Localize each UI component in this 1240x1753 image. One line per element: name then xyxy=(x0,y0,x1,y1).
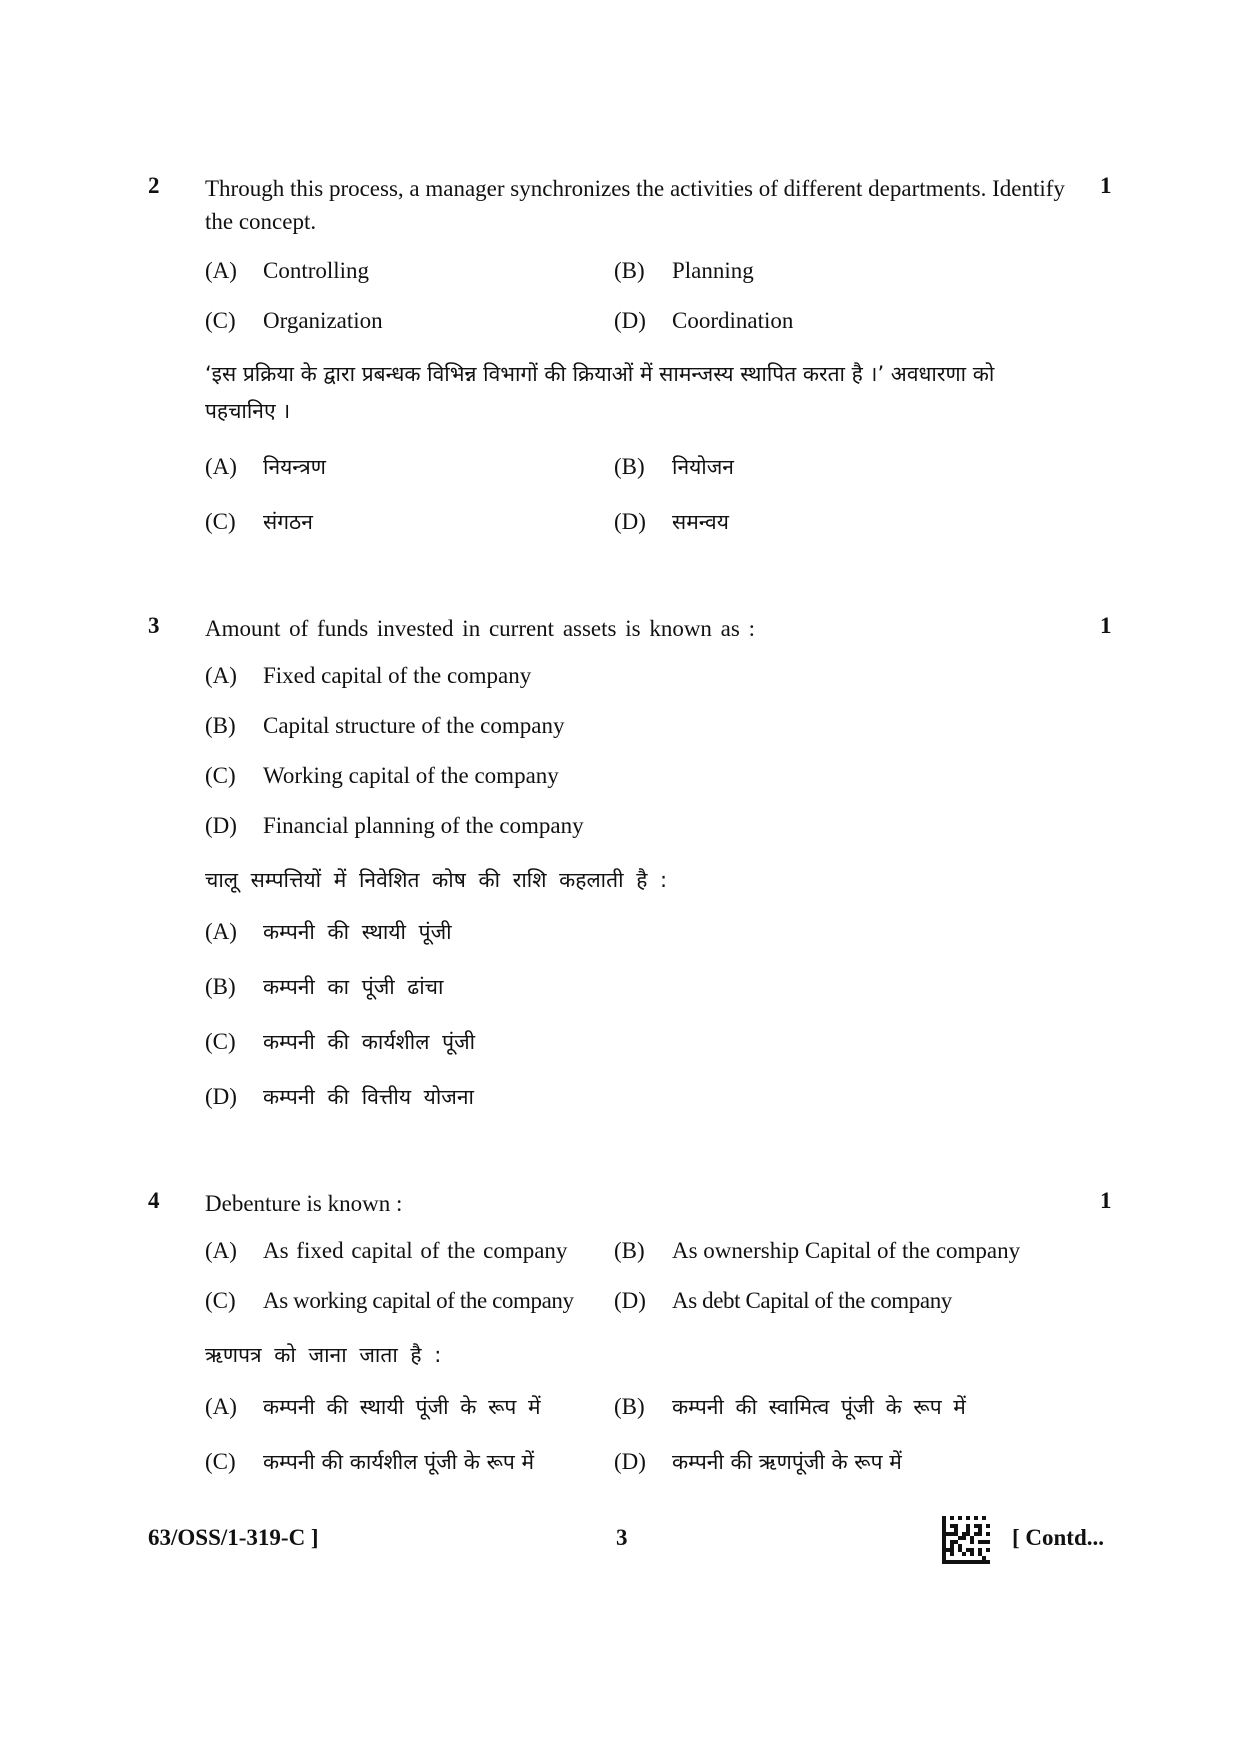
option-d-hindi xyxy=(614,508,729,536)
option-b-hindi xyxy=(205,973,443,1001)
option-label: (A) xyxy=(205,258,237,283)
option-label: (D) xyxy=(614,1288,646,1313)
option-label: (C) xyxy=(205,509,236,534)
option-text: नियन्त्रण xyxy=(263,455,326,479)
option-label: (C) xyxy=(205,1449,236,1474)
option-text: Financial planning of the company xyxy=(263,813,584,838)
option-text: As working capital of the company xyxy=(263,1288,574,1313)
option-text: Fixed capital of the company xyxy=(263,663,532,688)
option-text: Coordination xyxy=(672,308,794,333)
option-label: (A) xyxy=(205,1238,237,1263)
question-marks: 1 xyxy=(1100,1188,1112,1213)
option-text: कम्पनी की कार्यशील पूंजी के रूप में xyxy=(263,1450,535,1474)
option-label: (A) xyxy=(205,919,237,944)
option-d xyxy=(614,1288,952,1314)
option-a xyxy=(205,1238,567,1264)
option-text: Working capital of the company xyxy=(263,763,559,788)
option-label: (B) xyxy=(205,974,236,999)
continued-label: [ Contd... xyxy=(1012,1525,1105,1550)
option-text: कम्पनी की ऋणपूंजी के रूप में xyxy=(672,1450,902,1474)
option-text: Planning xyxy=(672,258,754,283)
option-text: नियोजन xyxy=(672,455,734,479)
option-label: (B) xyxy=(614,1238,645,1263)
option-a xyxy=(205,258,369,284)
option-text: कम्पनी की स्वामित्व पूंजी के रूप में xyxy=(672,1395,966,1419)
page-number: 3 xyxy=(616,1525,628,1550)
option-d-hindi xyxy=(205,1083,474,1111)
option-a-hindi xyxy=(205,453,326,481)
option-b xyxy=(614,1238,1020,1264)
option-text: कम्पनी की कार्यशील पूंजी xyxy=(263,1030,476,1054)
option-label: (C) xyxy=(205,1029,236,1054)
option-c xyxy=(205,1288,574,1314)
option-label: (B) xyxy=(614,258,645,283)
option-c-hindi xyxy=(205,1028,475,1056)
option-text: As ownership Capital of the company xyxy=(672,1238,1021,1263)
option-b xyxy=(205,713,564,739)
question-stem-english: Amount of funds invested in current assets is known as : xyxy=(205,616,755,641)
option-label: (A) xyxy=(205,1394,237,1419)
option-label: (D) xyxy=(614,308,646,333)
option-label: (D) xyxy=(614,1449,646,1474)
option-text: कम्पनी की स्थायी पूंजी के रूप में xyxy=(263,1395,541,1419)
option-label: (D) xyxy=(205,813,237,838)
option-label: (A) xyxy=(205,663,237,688)
option-b-hindi xyxy=(614,1393,966,1421)
question-stem-hindi: ‘इस प्रक्रिया के द्वारा प्रबन्धक विभिन्न विभागों की क्रियाओं में सामन्जस्य स्थापित करता है ।’ अवधारणा को पहचानिए । xyxy=(205,362,995,423)
option-a-hindi xyxy=(205,918,452,946)
option-label: (B) xyxy=(614,454,645,479)
option-a-hindi xyxy=(205,1393,541,1421)
option-d xyxy=(614,308,793,334)
option-label: (B) xyxy=(614,1394,645,1419)
question-stem-english: Debenture is known : xyxy=(205,1191,403,1216)
option-label: (C) xyxy=(205,1288,236,1313)
option-text: समन्वय xyxy=(672,510,729,534)
qr-code-icon xyxy=(942,1516,990,1564)
option-d xyxy=(205,813,584,839)
option-label: (B) xyxy=(205,713,236,738)
option-label: (A) xyxy=(205,454,237,479)
option-c-hindi xyxy=(205,1448,534,1476)
question-stem-english: Through this process, a manager synchronizes the activities of different departments. Identify the concept. xyxy=(205,176,1065,234)
option-c xyxy=(205,308,383,334)
question-number: 4 xyxy=(148,1188,160,1213)
option-text: कम्पनी की स्थायी पूंजी xyxy=(263,920,452,944)
option-a xyxy=(205,663,531,689)
option-text: Capital structure of the company xyxy=(263,713,565,738)
option-c xyxy=(205,763,559,789)
question-marks: 1 xyxy=(1100,613,1112,638)
option-label: (D) xyxy=(614,509,646,534)
paper-code: 63/OSS/1-319-C ] xyxy=(148,1525,319,1550)
option-b xyxy=(614,258,754,284)
question-number: 3 xyxy=(148,613,160,638)
question-marks: 1 xyxy=(1100,173,1112,198)
option-label: (C) xyxy=(205,763,236,788)
option-c-hindi xyxy=(205,508,313,536)
option-text: As fixed capital of the company xyxy=(263,1238,568,1263)
option-text: संगठन xyxy=(263,510,313,534)
option-b-hindi xyxy=(614,453,734,481)
option-d-hindi xyxy=(614,1448,902,1476)
option-text: Organization xyxy=(263,308,383,333)
option-text: कम्पनी की वित्तीय योजना xyxy=(263,1085,474,1109)
question-number: 2 xyxy=(148,173,160,198)
option-label: (C) xyxy=(205,308,236,333)
option-text: Controlling xyxy=(263,258,370,283)
option-text: कम्पनी का पूंजी ढांचा xyxy=(263,975,444,999)
option-label: (D) xyxy=(205,1084,237,1109)
question-stem-hindi: ऋणपत्र को जाना जाता है : xyxy=(205,1343,442,1367)
question-stem-hindi: चालू सम्पत्तियों में निवेशित कोष की राशि कहलाती है : xyxy=(205,868,668,892)
option-text: As debt Capital of the company xyxy=(672,1288,952,1313)
